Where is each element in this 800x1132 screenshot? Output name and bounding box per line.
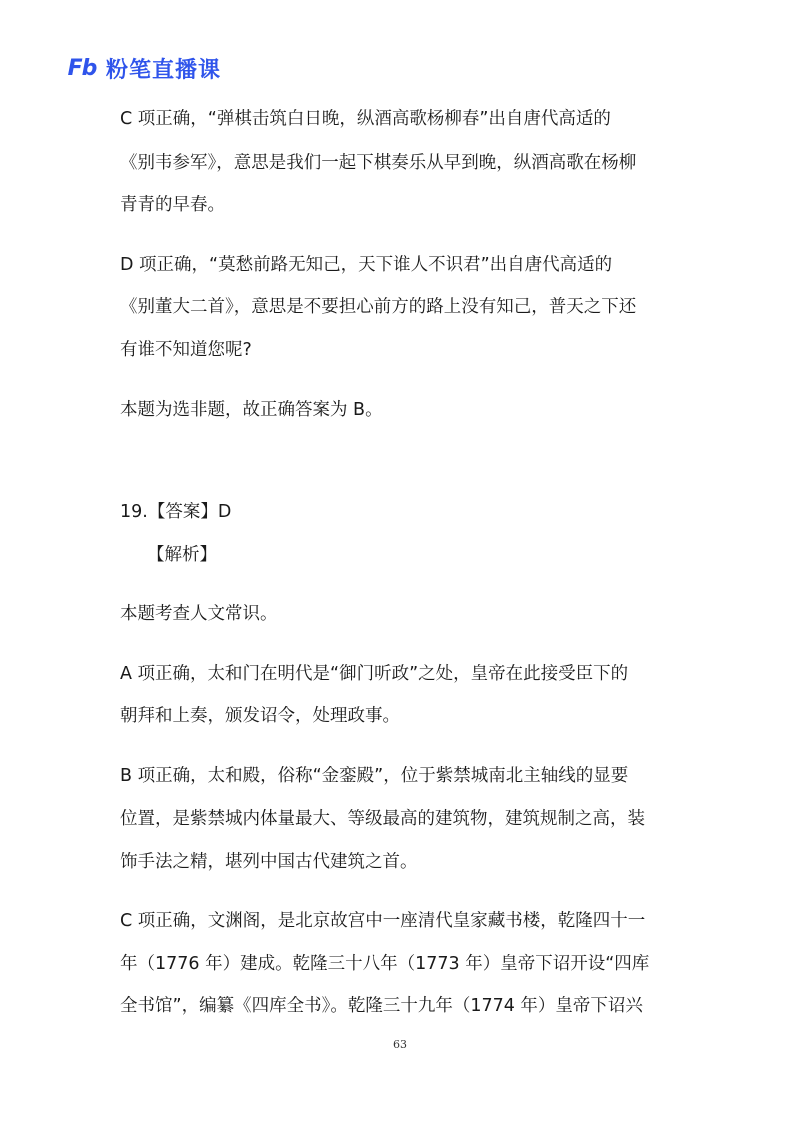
text-line: 全书馆”，编纂《四库全书》。乾隆三十九年（1774 年）皇帝下诏兴: [120, 996, 643, 1016]
text-line: 年（1776 年）建成。乾隆三十八年（1773 年）皇帝下诏开设“四库: [120, 954, 650, 974]
text-line: 朝拜和上奏，颁发诏令，处理政事。: [120, 706, 400, 726]
text-line: D 项正确，“莫愁前路无知己，天下谁人不识君”出自唐代高适的: [120, 255, 613, 275]
header: [62, 50, 221, 86]
text-line: B 项正确，太和殿，俗称“金銮殿”，位于紫禁城南北主轴线的显要: [120, 766, 629, 786]
text-line: 有谁不知道您呢?: [120, 340, 252, 360]
fenbi-logo-icon: Fb: [67, 55, 97, 81]
analysis-heading: 【解析】: [147, 545, 217, 565]
page-number: 63: [393, 1038, 407, 1051]
text-line: C 项正确，“弹棋击筑白日晚，纵酒高歌杨柳春”出自唐代高适的: [120, 109, 611, 129]
text-line: 《别董大二首》，意思是不要担心前方的路上没有知己，普天之下还: [120, 297, 637, 317]
text-line: 本题为选非题，故正确答案为 B。: [120, 400, 383, 420]
text-line: 本题考查人文常识。: [120, 604, 278, 624]
text-line: 《别韦参军》，意思是我们一起下棋奏乐从早到晚，纵酒高歌在杨柳: [120, 153, 637, 173]
text-line: 位置，是紫禁城内体量最大、等级最高的建筑物，建筑规制之高，装: [120, 809, 645, 829]
answer-heading: 19.【答案】D: [120, 502, 232, 522]
text-line: A 项正确，太和门在明代是“御门听政”之处，皇帝在此接受臣下的: [120, 664, 629, 684]
text-line: 饰手法之精，堪列中国古代建筑之首。: [120, 852, 418, 872]
text-line: 青青的早春。: [120, 195, 225, 215]
text-line: C 项正确，文渊阁，是北京故宫中一座清代皇家藏书楼，乾隆四十一: [120, 911, 646, 931]
brand-name: 粉笔直播课: [106, 57, 222, 83]
